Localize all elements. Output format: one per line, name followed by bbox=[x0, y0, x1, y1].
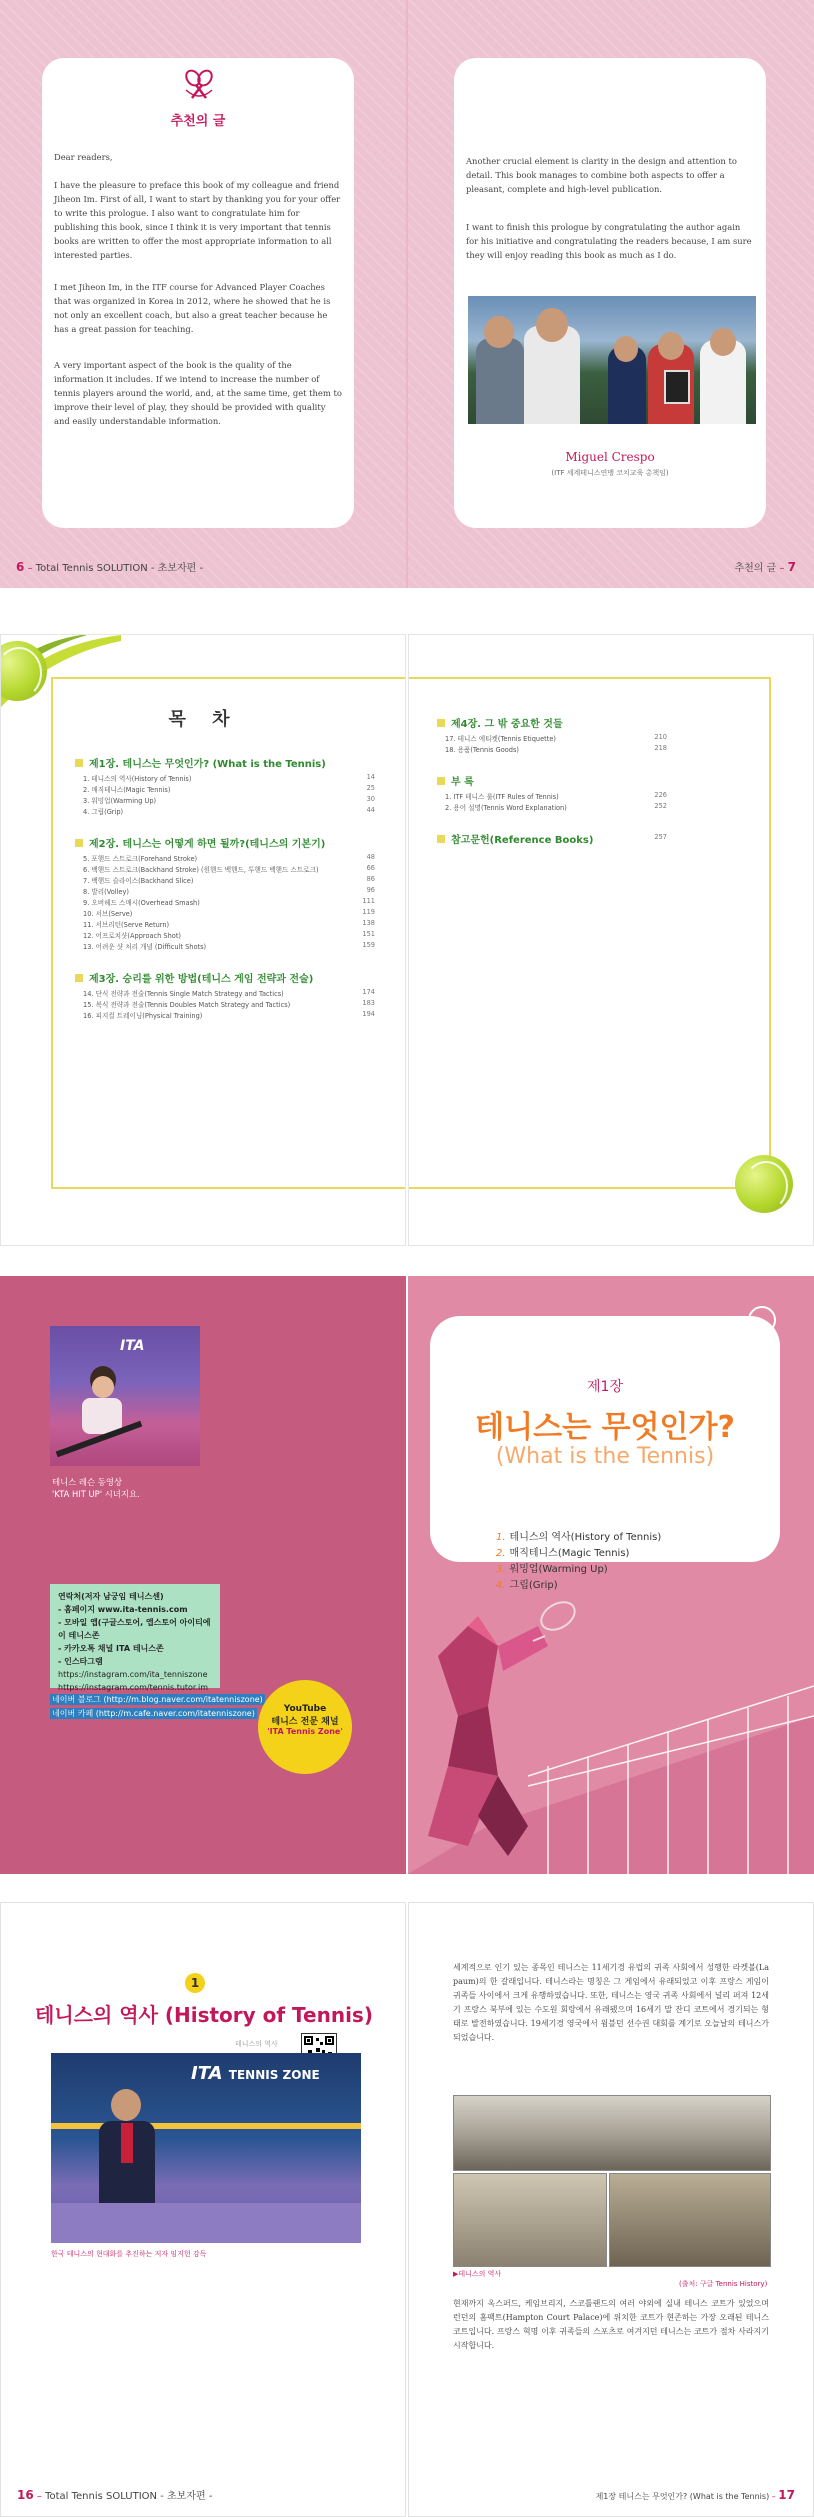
photo-source: (출처: 구글 Tennis History) bbox=[679, 2280, 768, 2288]
photo-caption: 한국 테니스의 현대화를 추진하는 저자 임지헌 감독 bbox=[51, 2250, 207, 2258]
badge-line-3: 'ITA Tennis Zone' bbox=[267, 1727, 343, 1736]
photo-caption-left: ▶테니스의 역사 bbox=[453, 2270, 502, 2278]
chapter-item-3 bbox=[496, 1560, 608, 1575]
toc-page-number: 226 bbox=[654, 791, 667, 799]
footer-chapter-title: 제1장 테니스는 무엇인가? (What is the Tennis) bbox=[595, 2492, 770, 2501]
toc-page-number: 151 bbox=[362, 930, 375, 938]
toc-item[interactable]: 13. 어려운 샷 처리 개념 (Difficult Shots) bbox=[83, 943, 207, 951]
toc-section-heading-text: 참고문헌(Reference Books) bbox=[451, 835, 594, 846]
page-number: 16 bbox=[17, 2488, 34, 2502]
toc-item[interactable]: 1. ITF 테니스 룰(ITF Rules of Tennis) bbox=[445, 793, 559, 801]
toc-page-number: 194 bbox=[362, 1010, 375, 1018]
toc-page-number: 66 bbox=[366, 864, 375, 872]
preface-paragraph-5: I want to finish this prologue by congratulating the author again for his initiative and congratulating the readers because, I am sure they will enjoy reading this book as much as I do. bbox=[466, 222, 752, 260]
naver-cafe-link[interactable]: 네이버 카페 (http://m.cafe.naver.com/itatenniszone) bbox=[52, 1709, 255, 1718]
kid-lesson-photo: ITA bbox=[50, 1326, 200, 1466]
chapter-item-number: 2. bbox=[496, 1548, 506, 1559]
page-footer-left: 6 – Total Tennis SOLUTION - 초보자편 - bbox=[16, 560, 204, 574]
youtube-badge[interactable] bbox=[258, 1680, 352, 1774]
chapter-item-label: 매직테니스(Magic Tennis) bbox=[509, 1548, 630, 1559]
footer-book-title: Total Tennis SOLUTION - 초보자편 - bbox=[45, 2491, 213, 2502]
toc-item[interactable]: 6. 백핸드 스트로크(Backhand Stroke) (원핸드 백핸드, 투핸드 백핸드 스트로크) bbox=[83, 866, 319, 874]
toc-page-number: 159 bbox=[362, 941, 375, 949]
chapter-item-number: 1. bbox=[496, 1532, 506, 1543]
contact-instagram-link-1[interactable]: https://instagram.com/ita_tenniszone bbox=[58, 1670, 208, 1679]
toc-item[interactable]: 12. 어프로치샷(Approach Shot) bbox=[83, 932, 181, 940]
chapter-item-label: 테니스의 역사(History of Tennis) bbox=[509, 1532, 662, 1543]
toc-item[interactable]: 3. 워밍업(Warming Up) bbox=[83, 797, 157, 805]
preface-paragraph-1: I have the pleasure to preface this book of my colleague and friend Jiheon Im. First of all, I want to start by thanking you for your offer to write this prologue. I also want to congratulate him for publishing this book, since I think it is very important that tennis books are written to offer the most appropriate information to all interested parties. bbox=[54, 180, 341, 260]
toc-left-page bbox=[0, 634, 406, 1246]
preface-card-2 bbox=[454, 58, 766, 528]
history-spread bbox=[0, 1902, 814, 2517]
historic-photo-2 bbox=[453, 2173, 607, 2267]
contact-instagram-link-2[interactable]: https://instagram.com/tennis.tutor.im bbox=[58, 1683, 209, 1692]
toc-item[interactable]: 2. 매직테니스(Magic Tennis) bbox=[83, 786, 171, 794]
toc-section-heading-text: 제2장. 테니스는 어떻게 하면 될까?(테니스의 기본기) bbox=[89, 839, 326, 850]
chapter-left-page bbox=[0, 1276, 406, 1874]
toc-page-number: 48 bbox=[366, 853, 375, 861]
toc-title: 목 차 bbox=[168, 709, 240, 730]
ring-decoration bbox=[748, 1306, 776, 1334]
signature-name: Miguel Crespo bbox=[565, 450, 655, 464]
toc-section-heading-text: 제3장. 승리를 위한 방법(테니스 게임 전략과 전술) bbox=[89, 974, 314, 985]
toc-page-number: 183 bbox=[362, 999, 375, 1007]
toc-section-heading bbox=[75, 835, 325, 850]
preface-right-page bbox=[408, 0, 814, 588]
contact-instagram-label: - 인스타그램 bbox=[58, 1657, 103, 1666]
badge-line-2: 테니스 전문 채널 bbox=[271, 1717, 339, 1727]
toc-item[interactable]: 11. 서브리턴(Serve Return) bbox=[83, 921, 170, 929]
crossed-rackets-icon bbox=[182, 68, 216, 102]
toc-page-number: 96 bbox=[366, 886, 375, 894]
contact-kakao[interactable]: - 카카오톡 채널 ITA 테니스존 bbox=[58, 1644, 164, 1653]
toc-spread bbox=[0, 634, 814, 1246]
toc-page-number: 210 bbox=[654, 733, 667, 741]
toc-item[interactable]: 1. 테니스의 역사(History of Tennis) bbox=[83, 775, 192, 783]
preface-paragraph-3: A very important aspect of the book is the quality of the information it includes. If we intend to increase the number of tennis players around the world, and, at the same time, get them to improve their level of play, they should be provided with quality and easily understandable information. bbox=[54, 360, 342, 426]
toc-item[interactable]: 17. 테니스 에티켓(Tennis Etiquette) bbox=[445, 735, 556, 743]
preface-left-page bbox=[0, 0, 406, 588]
chapter-spread bbox=[0, 1276, 814, 1874]
toc-item[interactable]: 10. 서브(Serve) bbox=[83, 910, 133, 918]
page-footer-right: 추천의 글 – 7 bbox=[734, 560, 796, 574]
toc-right-page bbox=[408, 634, 814, 1246]
tennis-player-illustration bbox=[408, 1596, 814, 1874]
toc-item[interactable]: 9. 오버헤드 스매시(Overhead Smash) bbox=[83, 899, 200, 907]
toc-page-number: 119 bbox=[362, 908, 375, 916]
toc-section-heading bbox=[437, 773, 474, 788]
toc-page-number: 218 bbox=[654, 744, 667, 752]
photo-caption-line-1: 테니스 레슨 동영상 bbox=[52, 1477, 123, 1487]
page-number: 6 bbox=[16, 560, 25, 574]
preface-paragraph-0: Dear readers, bbox=[54, 152, 113, 162]
preface-paragraph-2: I met Jiheon Im, in the ITF course for Advanced Player Coaches that was organized in Korea in 2012, where he showed that he is not only an excellent coach, but also a great teacher because he has a great passion for teaching. bbox=[54, 282, 331, 334]
chapter-item-1 bbox=[496, 1528, 661, 1543]
section-title: 테니스의 역사 (History of Tennis) bbox=[35, 2003, 373, 2027]
history-paragraph-1: 세계적으로 인기 있는 종목인 테니스는 11세기경 유럽의 귀족 사회에서 성행한 라켓볼(La paum)의 한 갈래입니다. 테니스라는 명칭은 그 게임에서 유래되었고 이후 프랑스 게임이 귀족들 사이에서 크게 유행하였습니다. 또한, 테니스는 영국 귀족 사회에서 널리 퍼져 12세기 프랑스 북부에 있는 수도원 회랑에서 유래됐으며 16세기 말 잔디 코트에서 경기되는 형태로 발전하였습니다. 19세기경 영국에서 윔블던 선수권 대회를 계기로 오늘날의 테니스가 되었습니다. bbox=[453, 1963, 769, 2042]
section-number-badge: 1 bbox=[185, 1973, 205, 1993]
toc-page-number: 14 bbox=[366, 773, 375, 781]
chapter-item-2 bbox=[496, 1544, 629, 1559]
chapter-right-page bbox=[408, 1276, 814, 1874]
photo-caption-line-2: 'KTA HIT UP' 시녀지요. bbox=[52, 1489, 140, 1499]
page-footer-left: 16 – Total Tennis SOLUTION - 초보자편 - bbox=[17, 2488, 213, 2502]
group-photo bbox=[468, 296, 756, 424]
toc-page-number: 44 bbox=[366, 806, 375, 814]
badge-line-1: YouTube bbox=[283, 1704, 327, 1714]
chapter-item-label: 워밍업(Warming Up) bbox=[509, 1564, 608, 1575]
contact-mobile-app[interactable]: - 모바일 앱(구글스토어, 앱스토어 아이티에이 테니스존 bbox=[58, 1618, 211, 1640]
bullet-icon bbox=[437, 719, 445, 727]
toc-section-heading-text: 제4장. 그 밖 중요한 것들 bbox=[451, 719, 563, 730]
toc-item[interactable]: 5. 포핸드 스트로크(Forehand Stroke) bbox=[83, 855, 198, 863]
page-number: 7 bbox=[787, 560, 796, 574]
contact-box bbox=[50, 1584, 220, 1692]
signature-role: (ITF 세계테니스연맹 코치교육 총책임) bbox=[551, 469, 669, 477]
history-right-page bbox=[408, 1902, 814, 2517]
history-paragraph-2: 현재까지 옥스퍼드, 케임브리지, 스코틀랜드의 여러 야외에 실내 테니스 코트가 있었으며 런던의 홈팩트(Hampton Court Palace)에 위치한 코트가 현존하는 가장 오래된 테니스 코트입니다. 프랑스 혁명 이후 귀족들의 스포츠로 여겨지던 테니스는 코트가 점차 사라지기 시작합니다. bbox=[453, 2299, 769, 2350]
chapter-item-label: 그립(Grip) bbox=[509, 1580, 558, 1591]
bullet-icon bbox=[75, 839, 83, 847]
page-footer-right: 제1장 테니스는 무엇인가? (What is the Tennis) – 17 bbox=[595, 2488, 795, 2502]
toc-section-heading-text: 제1장. 테니스는 무엇인가? (What is the Tennis) bbox=[89, 759, 326, 770]
footer-book-title: Total Tennis SOLUTION - 초보자편 - bbox=[35, 563, 204, 574]
tennis-ball-icon bbox=[735, 1155, 793, 1213]
preface-spread bbox=[0, 0, 814, 588]
toc-section-heading bbox=[437, 831, 593, 846]
chapter-item-number: 3. bbox=[496, 1564, 506, 1575]
toc-item[interactable]: 14. 단식 전략과 전술(Tennis Single Match Strategy and Tactics) bbox=[83, 990, 284, 998]
toc-item[interactable]: 18. 용품(Tennis Goods) bbox=[445, 746, 519, 754]
history-left-page bbox=[0, 1902, 406, 2517]
toc-item[interactable]: 16. 피지컬 트레이닝(Physical Training) bbox=[83, 1012, 203, 1020]
naver-blog-link[interactable]: 네이버 블로그 (http://m.blog.naver.com/itatenniszone) bbox=[52, 1695, 263, 1704]
toc-page-number: 174 bbox=[362, 988, 375, 996]
page-number: 17 bbox=[778, 2488, 795, 2502]
historic-photo-1 bbox=[453, 2095, 771, 2171]
chapter-number: 제1장 bbox=[587, 1379, 623, 1395]
toc-page-number: 257 bbox=[654, 833, 667, 841]
preface-paragraph-4: Another crucial element is clarity in the design and attention to detail. This book manages to combine both aspects to offer a pleasant, complete and high-level publication. bbox=[466, 156, 737, 194]
chapter-subtitle: (What is the Tennis) bbox=[495, 1444, 715, 1469]
toc-section-heading-text: 부 록 bbox=[451, 777, 474, 788]
toc-section-heading bbox=[75, 970, 313, 985]
chapter-item-number: 4. bbox=[496, 1580, 506, 1591]
toc-page-number: 86 bbox=[366, 875, 375, 883]
chapter-item-4 bbox=[496, 1576, 558, 1591]
qr-label: 테니스의 역사 bbox=[235, 2040, 278, 2048]
toc-page-number: 30 bbox=[366, 795, 375, 803]
preface-title: 추천의 글 bbox=[170, 114, 226, 129]
bullet-icon bbox=[75, 759, 83, 767]
toc-section-heading bbox=[437, 715, 563, 730]
author-court-photo: ITA TENNIS ZONE bbox=[51, 2053, 361, 2243]
toc-item[interactable]: 2. 용어 설명(Tennis Word Explanation) bbox=[445, 804, 567, 812]
toc-item[interactable]: 15. 복식 전략과 전술(Tennis Doubles Match Strategy and Tactics) bbox=[83, 1001, 291, 1009]
preface-card bbox=[42, 58, 354, 528]
toc-page-number: 111 bbox=[362, 897, 375, 905]
bullet-icon bbox=[75, 974, 83, 982]
toc-page-number: 138 bbox=[362, 919, 375, 927]
toc-item[interactable]: 8. 발리(Volley) bbox=[83, 888, 129, 896]
footer-section-title: 추천의 글 bbox=[734, 563, 777, 574]
toc-page-number: 25 bbox=[366, 784, 375, 792]
toc-item[interactable]: 4. 그립(Grip) bbox=[83, 808, 124, 816]
historic-photo-3 bbox=[609, 2173, 771, 2267]
toc-section-heading bbox=[75, 755, 326, 770]
bullet-icon bbox=[437, 835, 445, 843]
chapter-card bbox=[430, 1316, 780, 1562]
bullet-icon bbox=[437, 777, 445, 785]
toc-item[interactable]: 7. 백핸드 슬라이스(Backhand Slice) bbox=[83, 877, 194, 885]
contact-heading: 연락처(저자 남궁임 테니스센) bbox=[58, 1592, 164, 1601]
toc-page-number: 252 bbox=[654, 802, 667, 810]
contact-homepage[interactable]: - 홈페이지 www.ita-tennis.com bbox=[58, 1605, 188, 1614]
chapter-title: 테니스는 무엇인가? bbox=[475, 1410, 735, 1445]
